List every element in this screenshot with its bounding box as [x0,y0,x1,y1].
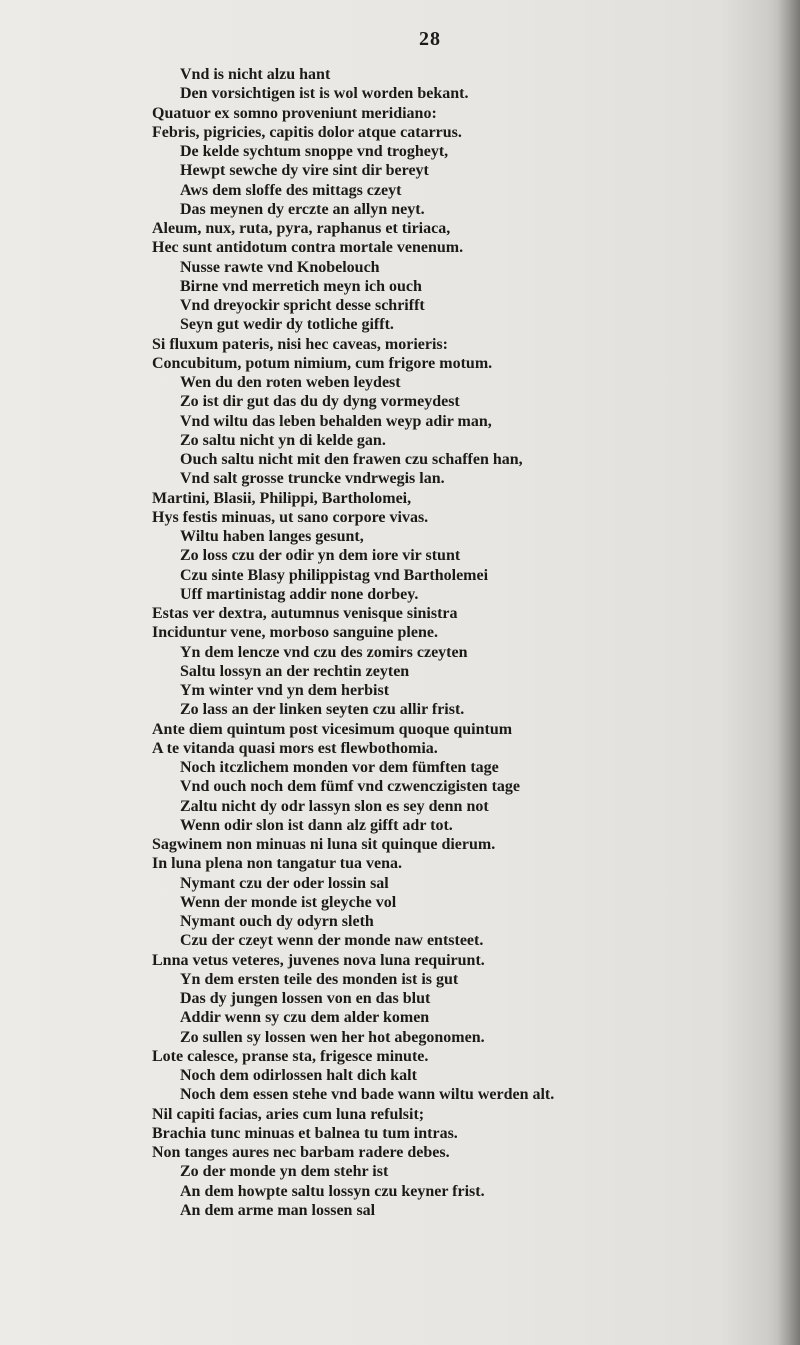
latin-verse-line: Concubitum, potum nimium, cum frigore motum. [152,354,493,372]
german-verse-line: Vnd salt grosse truncke vndrwegis lan. [180,470,445,488]
latin-verse-line: In luna plena non tangatur tua vena. [152,855,402,873]
german-verse-line: Zo sullen sy lossen wen her hot abegonomen. [180,1028,485,1046]
german-verse-line: Zo ist dir gut das du dy dyng vormeydest [180,393,460,411]
german-verse-line: Czu der czeyt wenn der monde naw entsteet. [180,932,484,950]
german-verse-line: Noch itczlichem monden vor dem fümften tage [180,759,499,776]
latin-verse-line: Quatuor ex somno proveniunt meridiano: [152,104,437,122]
german-verse-line: Vnd ouch noch dem fümf vnd czwenczigisten tage [180,778,520,796]
latin-verse-line: Brachia tunc minuas et balnea tu tum intras. [152,1124,458,1142]
german-verse-line: Saltu lossyn an der rechtin zeyten [180,662,410,680]
latin-verse-line: Sagwinem non minuas ni luna sit quinque dierum. [152,836,496,853]
latin-verse-line: Lote calesce, pranse sta, frigesce minute. [152,1047,429,1065]
german-verse-line: An dem howpte saltu lossyn czu keyner frist. [180,1182,485,1200]
latin-verse-line: Martini, Blasii, Philippi, Bartholomei, [152,489,412,507]
german-verse-line: Noch dem essen stehe vnd bade wann wiltu werden alt. [180,1086,555,1104]
latin-verse-line: Non tanges aures nec barbam radere debes. [152,1144,450,1161]
german-verse-line: Czu sinte Blasy philippistag vnd Bartholemei [180,566,489,584]
verse-text-block [0,65,790,1220]
german-verse-line: Nymant ouch dy odyrn sleth [180,913,374,930]
german-verse-line: Zaltu nicht dy odr lassyn slon es sey denn not [180,797,489,815]
german-verse-line: Ouch saltu nicht mit den frawen czu schaffen han, [180,451,523,468]
german-verse-line: Addir wenn sy czu dem alder komen [180,1009,430,1027]
latin-verse-line: Estas ver dextra, autumnus venisque sinistra [152,605,458,622]
german-verse-line: Zo loss czu der odir yn dem iore vir stunt [180,547,461,565]
german-verse-line: Den vorsichtigen ist is wol worden bekant. [180,85,469,103]
german-verse-line: Seyn gut wedir dy totliche gifft. [180,316,394,334]
german-verse-line: An dem arme man lossen sal [180,1201,376,1219]
latin-verse-line: Inciduntur vene, morboso sanguine plene. [152,624,438,642]
german-verse-line: Ym winter vnd yn dem herbist [180,682,390,699]
german-verse-line: Wenn der monde ist gleyche vol [180,893,397,911]
german-verse-line: Vnd is nicht alzu hant [180,66,331,83]
german-verse-line: Uff martinistag addir none dorbey. [180,585,419,603]
latin-verse-line: Lnna vetus veteres, juvenes nova luna requirunt. [152,951,485,969]
german-verse-line: Wiltu haben langes gesunt, [180,528,364,545]
latin-verse-line: Aleum, nux, ruta, pyra, raphanus et tiriaca, [152,220,451,237]
german-verse-line: Zo der monde yn dem stehr ist [180,1163,389,1181]
latin-verse-line: Si fluxum pateris, nisi hec caveas, morieris: [152,335,448,353]
german-verse-line: Yn dem ersten teile des monden ist is gut [180,970,459,988]
german-verse-line: Das meynen dy erczte an allyn neyt. [180,200,425,218]
latin-verse-line: Ante diem quintum post vicesimum quoque quintum [152,720,513,738]
latin-verse-line: Febris, pigricies, capitis dolor atque catarrus. [152,123,462,141]
page-number: 28 [419,28,441,50]
german-verse-line: Vnd wiltu das leben behalden weyp adir man, [180,412,492,430]
latin-verse-line: Nil capiti facias, aries cum luna refulsit; [152,1105,425,1123]
german-verse-line: Zo saltu nicht yn di kelde gan. [180,431,386,449]
german-verse-line: Vnd dreyockir spricht desse schrifft [180,297,425,314]
german-verse-line: Nusse rawte vnd Knobelouch [180,258,380,276]
german-verse-line: De kelde sychtum snoppe vnd trogheyt, [180,143,449,160]
german-verse-line: Das dy jungen lossen von en das blut [180,990,431,1007]
german-verse-line: Nymant czu der oder lossin sal [180,874,389,892]
german-verse-line: Aws dem sloffe des mittags czeyt [180,181,402,199]
german-verse-line: Noch dem odirlossen halt dich kalt [180,1067,417,1084]
latin-verse-line: Hys festis minuas, ut sano corpore vivas. [152,508,429,526]
latin-verse-line: Hec sunt antidotum contra mortale venenum. [152,239,464,257]
german-verse-line: Birne vnd merretich meyn ich ouch [180,277,422,295]
german-verse-line: Zo lass an der linken seyten czu allir frist. [180,701,465,719]
german-verse-line: Wen du den roten weben leydest [180,374,401,391]
german-verse-line: Yn dem lencze vnd czu des zomirs czeyten [180,643,468,661]
latin-verse-line: A te vitanda quasi mors est flewbothomia. [152,739,438,757]
german-verse-line: Wenn odir slon ist dann alz gifft adr tot. [180,816,453,834]
german-verse-line: Hewpt sewche dy vire sint dir bereyt [180,162,429,180]
